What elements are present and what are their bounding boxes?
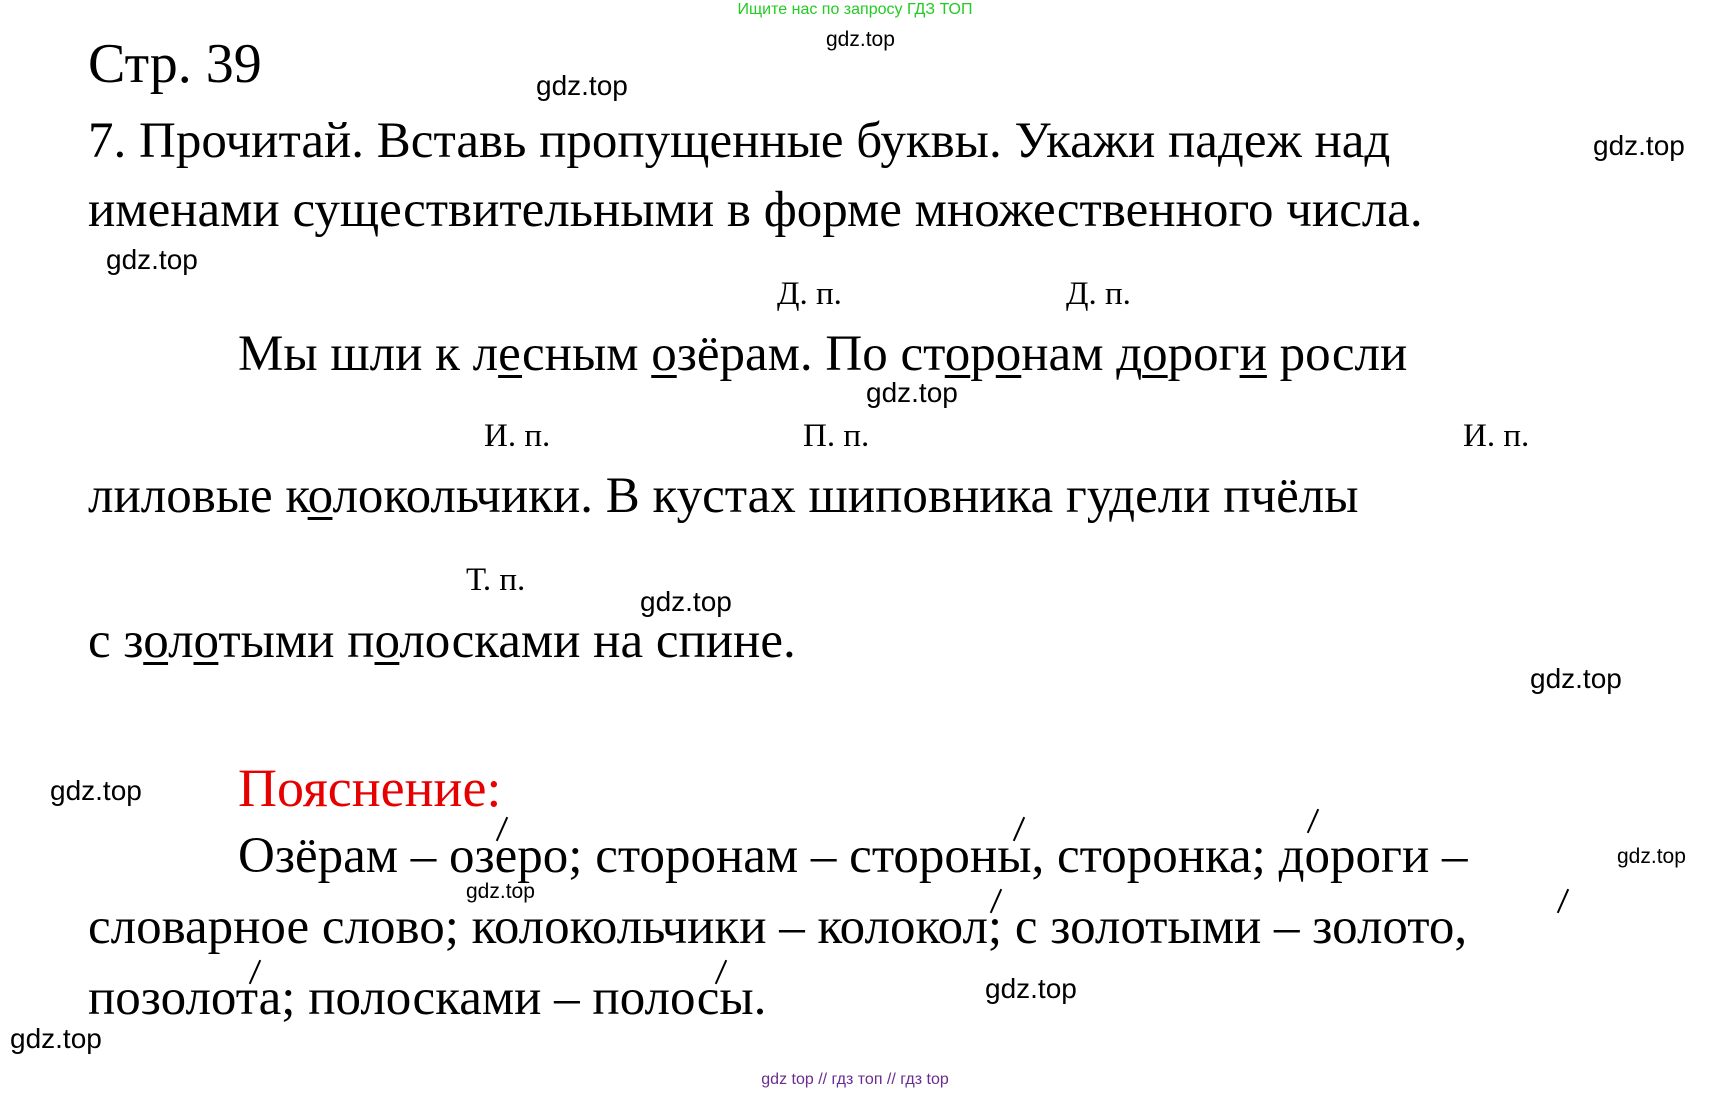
- missing-letter: о: [995, 326, 1022, 382]
- footer-text: gdz top // гдз топ // гдз top: [761, 1071, 949, 1088]
- explanation-line-3: позолота; полосками – полосы.: [88, 970, 767, 1026]
- watermark: gdz.top: [640, 586, 732, 617]
- footer: [0, 1071, 1710, 1089]
- missing-letter: о: [944, 326, 971, 382]
- banner-text: Ищите нас по запросу ГДЗ ТОП: [737, 1, 973, 18]
- watermark: gdz.top: [1593, 130, 1685, 161]
- page-number: Стр. 39: [88, 33, 262, 95]
- text-line-2: лиловые колокольчики. В кустах шиповника гудели пчёлы: [88, 468, 1359, 524]
- case-label: И. п.: [484, 418, 551, 454]
- explanation-line-1: Озёрам – озеро; сторонам – стороны, сторонка; дороги –: [238, 828, 1468, 884]
- missing-letter: о: [143, 613, 169, 669]
- missing-letter: о: [1142, 326, 1168, 382]
- case-label: П. п.: [803, 418, 870, 454]
- watermark: gdz.top: [1617, 845, 1686, 868]
- watermark: gdz.top: [50, 775, 142, 806]
- missing-letter: о: [374, 613, 400, 669]
- watermark: gdz.top: [1530, 663, 1622, 694]
- explanation-title: Пояснение:: [238, 758, 502, 818]
- top-banner: [0, 1, 1710, 19]
- watermark: gdz.top: [10, 1023, 102, 1054]
- case-label: Т. п.: [466, 562, 526, 598]
- case-label: И. п.: [1463, 418, 1530, 454]
- text-line-3: с золотыми полосками на спине.: [88, 613, 796, 669]
- task-line-1: 7. Прочитай. Вставь пропущенные буквы. Укажи падеж над: [88, 113, 1391, 169]
- missing-letter: о: [651, 326, 677, 382]
- task-line-2: именами существительными в форме множественного числа.: [88, 182, 1423, 238]
- text-line-1: Мы шли к лесным озёрам. По сторонам дороги росли: [238, 326, 1408, 382]
- watermark: gdz.top: [866, 377, 958, 408]
- case-label: Д. п.: [1066, 276, 1131, 312]
- missing-letter: и: [1239, 326, 1267, 382]
- missing-letter: е: [498, 326, 523, 382]
- watermark: gdz.top: [826, 28, 895, 51]
- explanation-line-2: словарное слово; колокольчики – колокол; с золотыми – золото,: [88, 899, 1468, 955]
- missing-letter: о: [307, 468, 333, 524]
- missing-letter: о: [193, 613, 219, 669]
- watermark: gdz.top: [466, 880, 535, 903]
- stress-mark: [1557, 889, 1569, 914]
- watermark: gdz.top: [106, 244, 198, 275]
- case-label: Д. п.: [777, 276, 842, 312]
- watermark: gdz.top: [536, 70, 628, 101]
- watermark: gdz.top: [985, 973, 1077, 1004]
